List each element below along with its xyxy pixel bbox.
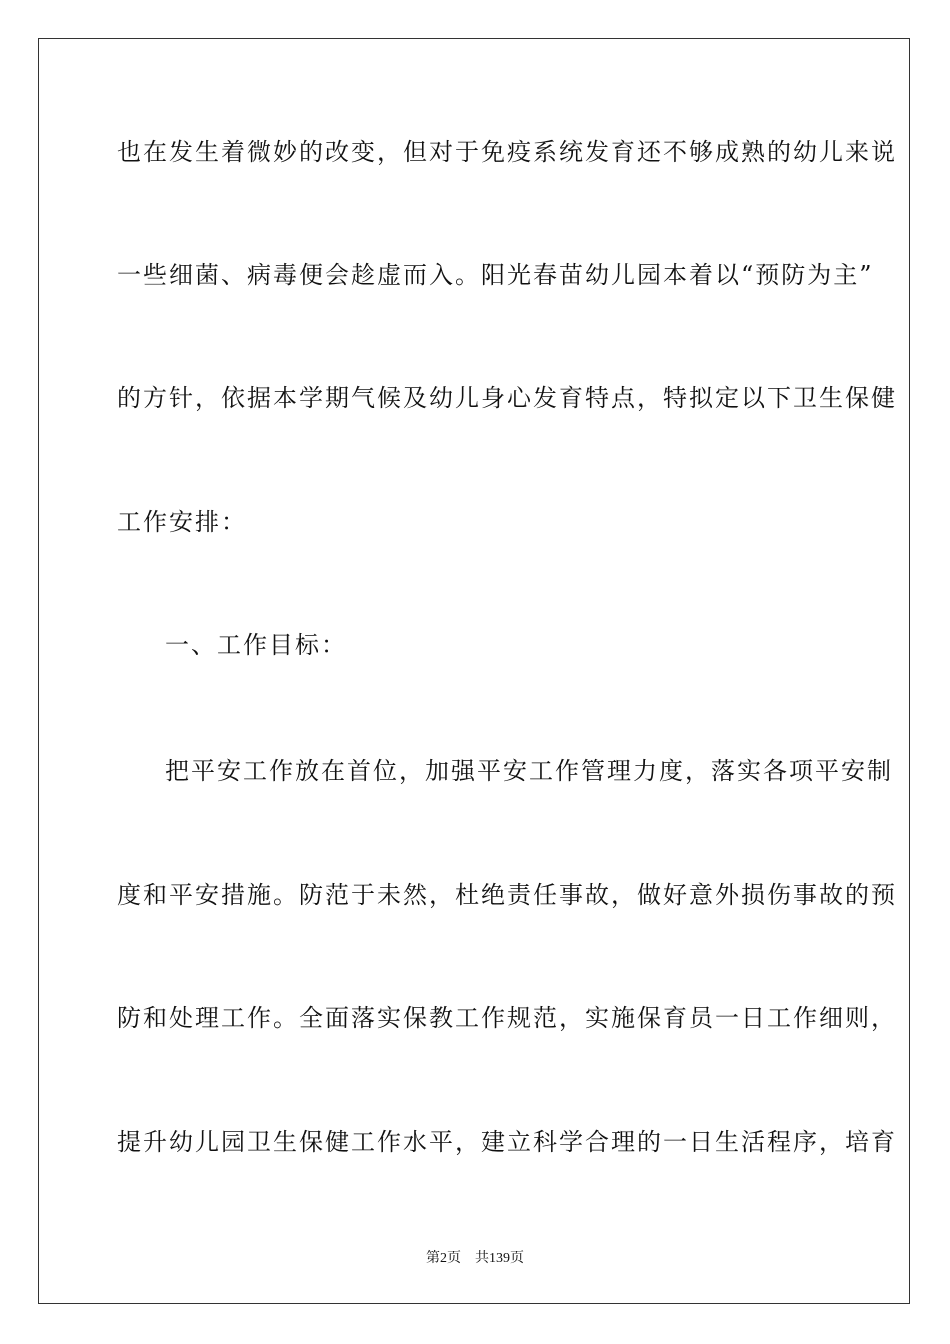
body-line-3: 的方针，依据本学期气候及幼儿身心发育特点，特拟定以下卫生保健 (117, 384, 897, 412)
body-line-6: 把平安工作放在首位，加强平安工作管理力度，落实各项平安制 (165, 757, 893, 785)
body-line-9: 提升幼儿园卫生保健工作水平，建立科学合理的一日生活程序，培育 (117, 1128, 897, 1156)
page-total: 共139页 (475, 1251, 524, 1266)
body-line-2: 一些细菌、病毒便会趁虚而入。阳光春苗幼儿园本着以“预防为主” (117, 261, 874, 289)
section-heading: 一、工作目标： (165, 631, 347, 659)
body-line-8: 防和处理工作。全面落实保教工作规范，实施保育员一日工作细则， (117, 1004, 897, 1032)
body-line-4: 工作安排： (117, 508, 247, 536)
page-footer (0, 1250, 950, 1268)
page-border (38, 38, 910, 1304)
page-number: 第2页 (426, 1251, 461, 1266)
body-line-7: 度和平安措施。防范于未然，杜绝责任事故，做好意外损伤事故的预 (117, 881, 897, 909)
body-line-1: 也在发生着微妙的改变，但对于免疫系统发育还不够成熟的幼儿来说 (117, 138, 897, 166)
